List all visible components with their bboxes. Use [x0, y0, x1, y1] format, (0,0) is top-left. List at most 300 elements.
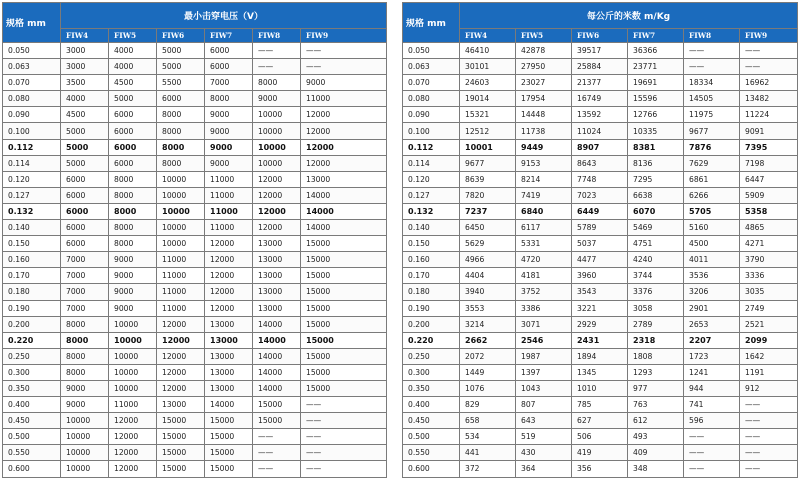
table-row — [403, 91, 798, 107]
value-cell: 2099 — [740, 332, 798, 348]
value-cell: —— — [301, 413, 387, 429]
value-cell: 12000 — [205, 300, 253, 316]
value-cell: 9000 — [109, 268, 157, 284]
value-cell: 15000 — [301, 348, 387, 364]
table-row — [3, 236, 387, 252]
value-cell: 13592 — [572, 107, 628, 123]
value-cell: 13000 — [253, 236, 301, 252]
value-cell: 612 — [628, 413, 684, 429]
column-header-fiw6: FIW6 — [157, 29, 205, 43]
value-cell: 3960 — [572, 268, 628, 284]
value-cell: 42878 — [516, 43, 572, 59]
spec-cell: 0.600 — [403, 461, 460, 477]
value-cell: 14000 — [253, 364, 301, 380]
value-cell: 10000 — [61, 413, 109, 429]
value-cell: —— — [740, 59, 798, 75]
value-cell: 1010 — [572, 380, 628, 396]
spec-cell: 0.112 — [403, 139, 460, 155]
table-row — [3, 139, 387, 155]
table-row — [403, 332, 798, 348]
value-cell: —— — [301, 59, 387, 75]
value-cell: —— — [253, 59, 301, 75]
value-cell: —— — [253, 461, 301, 477]
table-row — [3, 268, 387, 284]
value-cell: 8643 — [572, 155, 628, 171]
spec-cell: 0.160 — [403, 252, 460, 268]
table-row — [3, 461, 387, 477]
value-cell: 15000 — [157, 445, 205, 461]
spec-cell: 0.120 — [3, 171, 61, 187]
value-cell: 15000 — [253, 413, 301, 429]
value-cell: 12000 — [301, 139, 387, 155]
value-cell: 2929 — [572, 316, 628, 332]
value-cell: 356 — [572, 461, 628, 477]
value-cell: 493 — [628, 429, 684, 445]
value-cell: 5500 — [157, 75, 205, 91]
table-row — [3, 123, 387, 139]
table-row — [3, 364, 387, 380]
spec-cell: 0.114 — [3, 155, 61, 171]
value-cell: 14000 — [253, 316, 301, 332]
value-cell: 12000 — [109, 413, 157, 429]
value-cell: 12000 — [205, 284, 253, 300]
value-cell: 7000 — [61, 268, 109, 284]
value-cell: 10000 — [61, 445, 109, 461]
value-cell: 430 — [516, 445, 572, 461]
value-cell: 10000 — [253, 107, 301, 123]
value-cell: 5629 — [460, 236, 516, 252]
value-cell: —— — [253, 445, 301, 461]
column-header-fiw5: FIW5 — [516, 29, 572, 43]
value-cell: 763 — [628, 397, 684, 413]
value-cell: 596 — [684, 413, 740, 429]
value-cell: 9000 — [205, 155, 253, 171]
value-cell: 36366 — [628, 43, 684, 59]
table-row — [3, 59, 387, 75]
value-cell: 643 — [516, 413, 572, 429]
spec-header: 规格 mm — [3, 3, 61, 43]
value-cell: 9449 — [516, 139, 572, 155]
value-cell: 5000 — [61, 155, 109, 171]
value-cell: 15000 — [301, 332, 387, 348]
value-cell: 15000 — [301, 236, 387, 252]
spec-cell: 0.070 — [3, 75, 61, 91]
value-cell: 11738 — [516, 123, 572, 139]
value-cell: 1241 — [684, 364, 740, 380]
value-cell: 8000 — [157, 155, 205, 171]
table-row — [3, 203, 387, 219]
value-cell: 11000 — [157, 268, 205, 284]
value-cell: 5000 — [157, 43, 205, 59]
value-cell: 419 — [572, 445, 628, 461]
spec-cell: 0.160 — [3, 252, 61, 268]
column-header-fiw7: FIW7 — [628, 29, 684, 43]
value-cell: 658 — [460, 413, 516, 429]
value-cell: 9000 — [205, 139, 253, 155]
spec-cell: 0.050 — [403, 43, 460, 59]
value-cell: 5037 — [572, 236, 628, 252]
value-cell: 6000 — [61, 203, 109, 219]
value-cell: 3536 — [684, 268, 740, 284]
column-header-fiw7: FIW7 — [205, 29, 253, 43]
value-cell: 1449 — [460, 364, 516, 380]
value-cell: 25884 — [572, 59, 628, 75]
value-cell: 8000 — [109, 203, 157, 219]
value-cell: 8000 — [109, 236, 157, 252]
value-cell: 807 — [516, 397, 572, 413]
value-cell: 12000 — [253, 171, 301, 187]
value-cell: 15000 — [301, 316, 387, 332]
value-cell: 13000 — [205, 380, 253, 396]
value-cell: 7748 — [572, 171, 628, 187]
spec-cell: 0.170 — [3, 268, 61, 284]
spec-cell: 0.120 — [403, 171, 460, 187]
spec-cell: 0.114 — [403, 155, 460, 171]
spec-cell: 0.100 — [3, 123, 61, 139]
spec-cell: 0.112 — [3, 139, 61, 155]
value-cell: 5000 — [157, 59, 205, 75]
value-cell: 3386 — [516, 300, 572, 316]
value-cell: 2431 — [572, 332, 628, 348]
table-row — [403, 43, 798, 59]
value-cell: 12766 — [628, 107, 684, 123]
value-cell: 9091 — [740, 123, 798, 139]
value-cell: 348 — [628, 461, 684, 477]
value-cell: 12000 — [253, 187, 301, 203]
value-cell: 9677 — [460, 155, 516, 171]
table-row — [3, 252, 387, 268]
value-cell: —— — [684, 461, 740, 477]
value-cell: —— — [301, 445, 387, 461]
table-row — [403, 139, 798, 155]
value-cell: 10000 — [253, 155, 301, 171]
value-cell: 6266 — [684, 187, 740, 203]
spec-cell: 0.300 — [3, 364, 61, 380]
value-cell: 5000 — [109, 91, 157, 107]
value-cell: 6000 — [61, 187, 109, 203]
value-cell: 7000 — [61, 284, 109, 300]
spec-cell: 0.180 — [403, 284, 460, 300]
value-cell: 23027 — [516, 75, 572, 91]
table-row — [403, 171, 798, 187]
value-cell: 9677 — [684, 123, 740, 139]
value-cell: 8000 — [61, 364, 109, 380]
value-cell: 13000 — [253, 300, 301, 316]
table-row — [3, 413, 387, 429]
value-cell: 3000 — [61, 43, 109, 59]
spec-cell: 0.140 — [403, 220, 460, 236]
spec-cell: 0.250 — [3, 348, 61, 364]
value-cell: 4751 — [628, 236, 684, 252]
value-cell: 7198 — [740, 155, 798, 171]
value-cell: 11000 — [205, 187, 253, 203]
value-cell: 3071 — [516, 316, 572, 332]
spec-cell: 0.127 — [3, 187, 61, 203]
value-cell: 11000 — [157, 284, 205, 300]
value-cell: 39517 — [572, 43, 628, 59]
column-header-fiw8: FIW8 — [253, 29, 301, 43]
table-row — [403, 252, 798, 268]
value-cell: 3376 — [628, 284, 684, 300]
table-row — [403, 236, 798, 252]
spec-cell: 0.550 — [3, 445, 61, 461]
value-cell: 4000 — [61, 91, 109, 107]
column-header-fiw9: FIW9 — [740, 29, 798, 43]
value-cell: 1191 — [740, 364, 798, 380]
spec-cell: 0.180 — [3, 284, 61, 300]
value-cell: 2318 — [628, 332, 684, 348]
value-cell: 46410 — [460, 43, 516, 59]
value-cell: 5331 — [516, 236, 572, 252]
value-cell: 13000 — [157, 397, 205, 413]
column-header-fiw4: FIW4 — [460, 29, 516, 43]
value-cell: 1345 — [572, 364, 628, 380]
table-row — [403, 300, 798, 316]
value-cell: 13000 — [301, 171, 387, 187]
value-cell: 8907 — [572, 139, 628, 155]
value-cell: 8000 — [157, 123, 205, 139]
value-cell: 3214 — [460, 316, 516, 332]
value-cell: 1043 — [516, 380, 572, 396]
value-cell: —— — [740, 397, 798, 413]
value-cell: 14000 — [205, 397, 253, 413]
value-cell: 15000 — [301, 252, 387, 268]
value-cell: 15000 — [157, 429, 205, 445]
value-cell: —— — [740, 43, 798, 59]
spec-cell: 0.220 — [3, 332, 61, 348]
value-cell: 534 — [460, 429, 516, 445]
spec-cell: 0.127 — [403, 187, 460, 203]
value-cell: 12000 — [157, 364, 205, 380]
value-cell: 6638 — [628, 187, 684, 203]
value-cell: 6840 — [516, 203, 572, 219]
value-cell: 785 — [572, 397, 628, 413]
value-cell: 15000 — [301, 380, 387, 396]
spec-header: 规格 mm — [403, 3, 460, 43]
value-cell: 5358 — [740, 203, 798, 219]
value-cell: 13000 — [205, 348, 253, 364]
value-cell: 13000 — [205, 316, 253, 332]
value-cell: 10000 — [253, 123, 301, 139]
value-cell: 12000 — [301, 107, 387, 123]
value-cell: 829 — [460, 397, 516, 413]
value-cell: 15000 — [205, 461, 253, 477]
value-cell: 11000 — [301, 91, 387, 107]
value-cell: 16749 — [572, 91, 628, 107]
value-cell: 7419 — [516, 187, 572, 203]
value-cell: 8000 — [61, 316, 109, 332]
value-cell: —— — [684, 445, 740, 461]
value-cell: 11000 — [205, 203, 253, 219]
value-cell: 14000 — [301, 203, 387, 219]
value-cell: 2072 — [460, 348, 516, 364]
value-cell: 30101 — [460, 59, 516, 75]
spec-cell: 0.080 — [3, 91, 61, 107]
value-cell: 15000 — [301, 268, 387, 284]
value-cell: 7295 — [628, 171, 684, 187]
value-cell: 10000 — [61, 429, 109, 445]
value-cell: 2749 — [740, 300, 798, 316]
value-cell: 15000 — [157, 461, 205, 477]
value-cell: 8136 — [628, 155, 684, 171]
value-cell: 15000 — [253, 397, 301, 413]
value-cell: 18334 — [684, 75, 740, 91]
value-cell: 12000 — [301, 155, 387, 171]
table-row — [403, 445, 798, 461]
value-cell: 4011 — [684, 252, 740, 268]
value-cell: 10000 — [109, 316, 157, 332]
value-cell: —— — [253, 429, 301, 445]
value-cell: 4181 — [516, 268, 572, 284]
value-cell: 10000 — [61, 461, 109, 477]
value-cell: 5000 — [61, 139, 109, 155]
table-row — [403, 75, 798, 91]
value-cell: 3553 — [460, 300, 516, 316]
spec-cell: 0.090 — [3, 107, 61, 123]
value-cell: 7876 — [684, 139, 740, 155]
value-cell: 7000 — [61, 300, 109, 316]
value-cell: 12512 — [460, 123, 516, 139]
table-row — [403, 284, 798, 300]
value-cell: 3035 — [740, 284, 798, 300]
value-cell: 27950 — [516, 59, 572, 75]
spec-cell: 0.200 — [403, 316, 460, 332]
value-cell: 7395 — [740, 139, 798, 155]
table-title: 每公斤的米数 m/Kg — [460, 3, 798, 29]
value-cell: 2521 — [740, 316, 798, 332]
value-cell: 15000 — [301, 364, 387, 380]
value-cell: 7629 — [684, 155, 740, 171]
value-cell: 4966 — [460, 252, 516, 268]
value-cell: 14000 — [253, 380, 301, 396]
value-cell: 12000 — [157, 348, 205, 364]
value-cell: 6450 — [460, 220, 516, 236]
value-cell: 8381 — [628, 139, 684, 155]
value-cell: 8000 — [109, 171, 157, 187]
value-cell: —— — [301, 397, 387, 413]
table-row — [3, 284, 387, 300]
table-row — [3, 91, 387, 107]
value-cell: 4500 — [684, 236, 740, 252]
value-cell: 2546 — [516, 332, 572, 348]
table-row — [403, 59, 798, 75]
table-body — [3, 43, 387, 478]
spec-cell: 0.300 — [403, 364, 460, 380]
table-row — [403, 397, 798, 413]
value-cell: 13000 — [205, 332, 253, 348]
value-cell: 3221 — [572, 300, 628, 316]
value-cell: 8000 — [109, 220, 157, 236]
spec-cell: 0.132 — [3, 203, 61, 219]
table-row — [3, 445, 387, 461]
value-cell: 11000 — [109, 397, 157, 413]
table-row — [3, 171, 387, 187]
value-cell: 12000 — [301, 123, 387, 139]
value-cell: 5789 — [572, 220, 628, 236]
value-cell: 15000 — [301, 300, 387, 316]
value-cell: 10335 — [628, 123, 684, 139]
value-cell: 5000 — [61, 123, 109, 139]
value-cell: 14505 — [684, 91, 740, 107]
value-cell: 8000 — [109, 187, 157, 203]
value-cell: 12000 — [157, 316, 205, 332]
spec-cell: 0.450 — [403, 413, 460, 429]
value-cell: 944 — [684, 380, 740, 396]
value-cell: 4240 — [628, 252, 684, 268]
spec-cell: 0.220 — [403, 332, 460, 348]
table-row — [403, 429, 798, 445]
value-cell: —— — [684, 429, 740, 445]
value-cell: 12000 — [109, 445, 157, 461]
table-row — [3, 75, 387, 91]
table-row — [3, 300, 387, 316]
value-cell: 6000 — [109, 107, 157, 123]
breakdown-voltage-table — [2, 2, 387, 478]
spec-cell: 0.200 — [3, 316, 61, 332]
value-cell: 10000 — [109, 348, 157, 364]
table-row — [403, 364, 798, 380]
value-cell: 6449 — [572, 203, 628, 219]
table-row — [403, 155, 798, 171]
value-cell: 441 — [460, 445, 516, 461]
value-cell: 13000 — [205, 364, 253, 380]
spec-cell: 0.500 — [3, 429, 61, 445]
spec-cell: 0.150 — [403, 236, 460, 252]
value-cell: 741 — [684, 397, 740, 413]
table-row — [3, 187, 387, 203]
value-cell: 7000 — [205, 75, 253, 91]
value-cell: 519 — [516, 429, 572, 445]
value-cell: 15596 — [628, 91, 684, 107]
value-cell: 3940 — [460, 284, 516, 300]
value-cell: 9000 — [205, 123, 253, 139]
value-cell: 8000 — [205, 91, 253, 107]
value-cell: 10000 — [253, 139, 301, 155]
spec-cell: 0.080 — [403, 91, 460, 107]
column-header-row — [403, 29, 798, 43]
value-cell: 8000 — [253, 75, 301, 91]
value-cell: —— — [740, 445, 798, 461]
value-cell: 21377 — [572, 75, 628, 91]
value-cell: 14000 — [301, 220, 387, 236]
value-cell: 4271 — [740, 236, 798, 252]
value-cell: 1987 — [516, 348, 572, 364]
value-cell: 6070 — [628, 203, 684, 219]
value-cell: —— — [740, 461, 798, 477]
value-cell: 3206 — [684, 284, 740, 300]
value-cell: 12000 — [253, 203, 301, 219]
table-row — [403, 107, 798, 123]
spec-cell: 0.400 — [3, 397, 61, 413]
value-cell: 1808 — [628, 348, 684, 364]
value-cell: 409 — [628, 445, 684, 461]
table-body — [403, 43, 798, 478]
table-row — [3, 429, 387, 445]
table-row — [3, 155, 387, 171]
spec-cell: 0.400 — [403, 397, 460, 413]
table-row — [403, 220, 798, 236]
value-cell: 10000 — [157, 236, 205, 252]
value-cell: 9000 — [253, 91, 301, 107]
value-cell: 4000 — [109, 43, 157, 59]
value-cell: 2207 — [684, 332, 740, 348]
value-cell: —— — [684, 59, 740, 75]
value-cell: 6000 — [61, 220, 109, 236]
value-cell: 12000 — [253, 220, 301, 236]
spec-cell: 0.090 — [403, 107, 460, 123]
value-cell: 5469 — [628, 220, 684, 236]
column-header-fiw5: FIW5 — [109, 29, 157, 43]
